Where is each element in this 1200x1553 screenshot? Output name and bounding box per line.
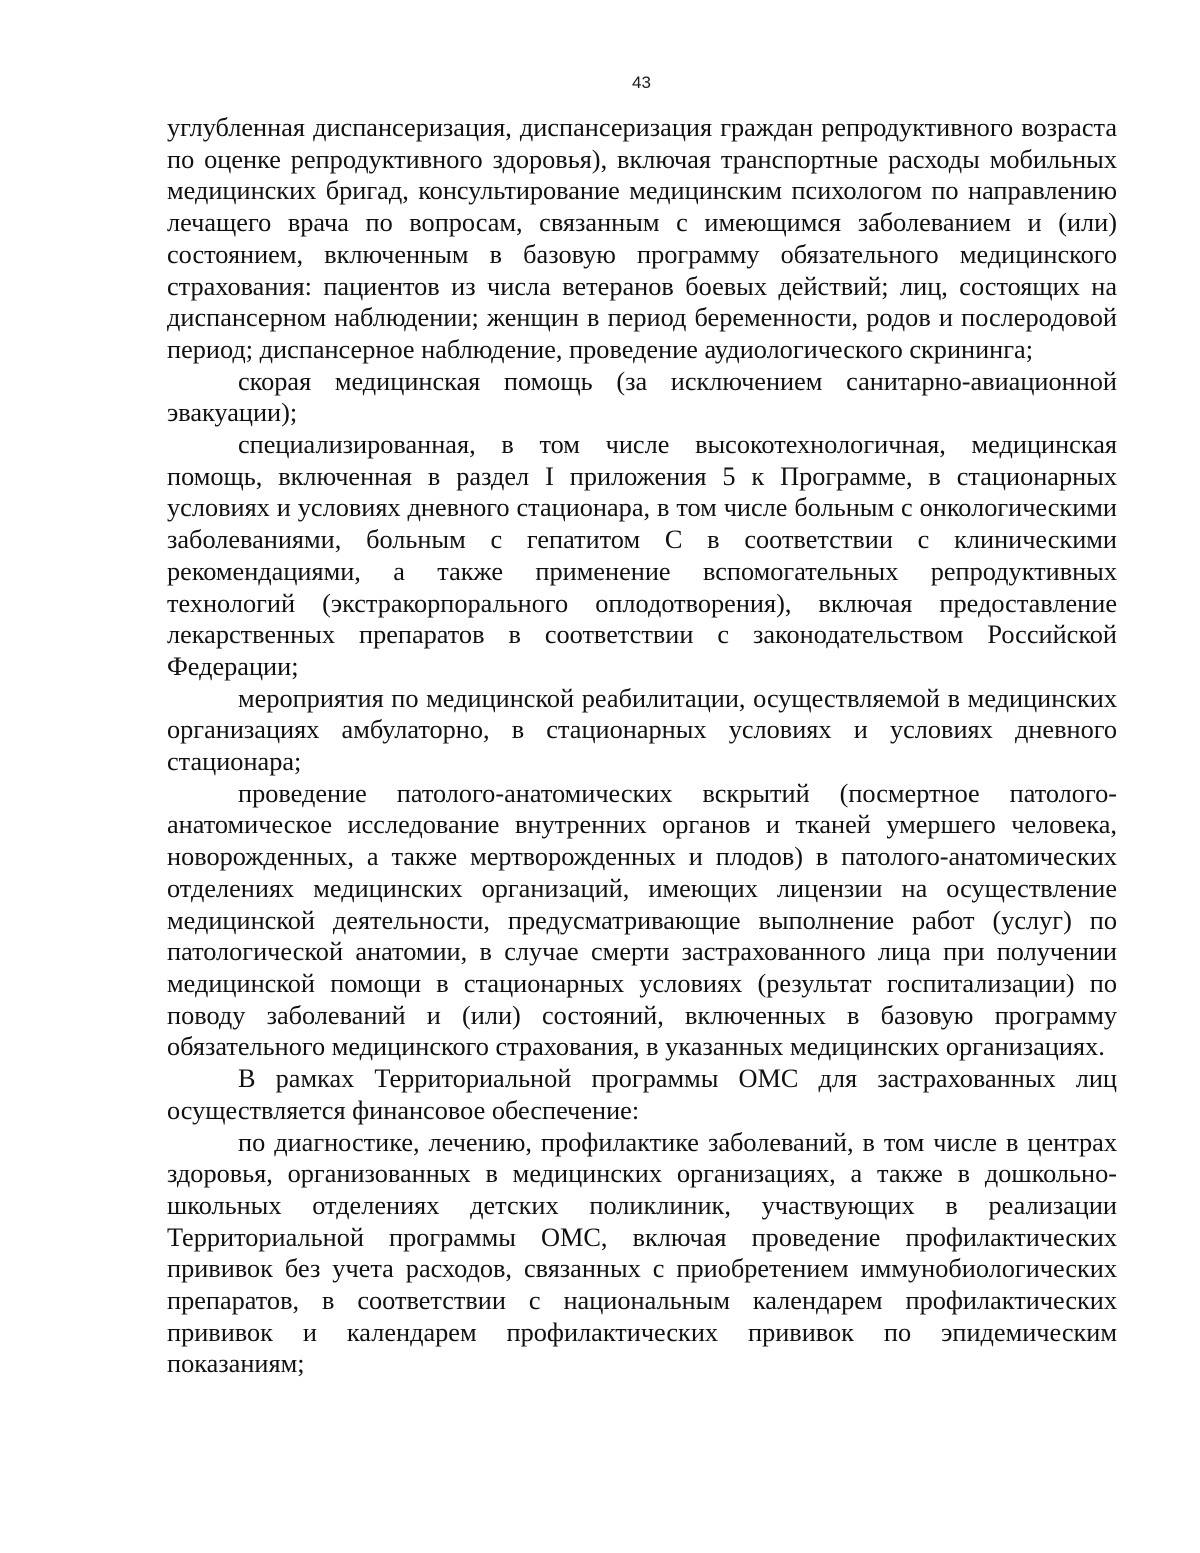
paragraph-autopsies: проведение патолого-анатомических вскрытий (посмертное патолого-анатомическое исследование внутренних органов и тканей умершего человека, новорожденных, а также мертворожденных и плодов) в патолого-анатомических отделениях медицинских организаций, имеющих лицензии на осуществление медицинской деятельности, предусматривающие выполнение работ (услуг) по патологической анатомии, в случае смерти застрахованного лица при получении медицинской помощи в стационарных условиях (результат госпитализации) по поводу заболеваний и (или) состояний, включенных в базовую программу обязательного медицинского страхования, в указанных медицинских организациях. [167,778,1117,1062]
page-number: 43 [632,73,651,92]
paragraph-rehabilitation: мероприятия по медицинской реабилитации, осуществляемой в медицинских организациях амбулаторно, в стационарных условиях и условиях дневного стационара; [167,683,1117,777]
paragraph-financing-intro: В рамках Территориальной программы ОМС для застрахованных лиц осуществляется финансовое обеспечение: [167,1064,1117,1125]
paragraph-continuation: углубленная диспансеризация, диспансеризация граждан репродуктивного возраста по оценке репродуктивного здоровья), включая транспортные расходы мобильных медицинских бригад, консультирование медицинским психологом по направлению лечащего врача по вопросам, связанным с имеющимся заболеванием и (или) состоянием, включенным в базовую программу обязательного медицинского страхования: пациентов из числа ветеранов боевых действий; лиц, состоящих на диспансерном наблюдении; женщин в период беременности, родов и послеродовой период; диспансерное наблюдение, проведение аудиологического скрининга; [167,113,1117,364]
paragraph-diagnostics: по диагностике, лечению, профилактике заболеваний, в том числе в центрах здоровья, организованных в медицинских организациях, а также в дошкольно-школьных отделениях детских поликлиник, участвующих в реализации Территориальной программы ОМС, включая проведение профилактических прививок без учета расходов, связанных с приобретением иммунобиологических препаратов, в соответствии с национальным календарем профилактических прививок и календарем профилактических прививок по эпидемическим показаниям; [167,1127,1117,1379]
document-body [167,112,1117,1380]
paragraph-specialized-care: специализированная, в том числе высокотехнологичная, медицинская помощь, включенная в раздел I приложения 5 к Программе, в стационарных условиях и условиях дневного стационара, в том числе больным с онкологическими заболеваниями, больным с гепатитом С в соответствии с клиническими рекомендациями, а также применение вспомогательных репродуктивных технологий (экстракорпорального оплодотворения), включая предоставление лекарственных препаратов в соответствии с законодательством Российской Федерации; [167,430,1117,681]
paragraph-emergency-care: скорая медицинская помощь (за исключением санитарно-авиационной эвакуации); [167,366,1117,428]
